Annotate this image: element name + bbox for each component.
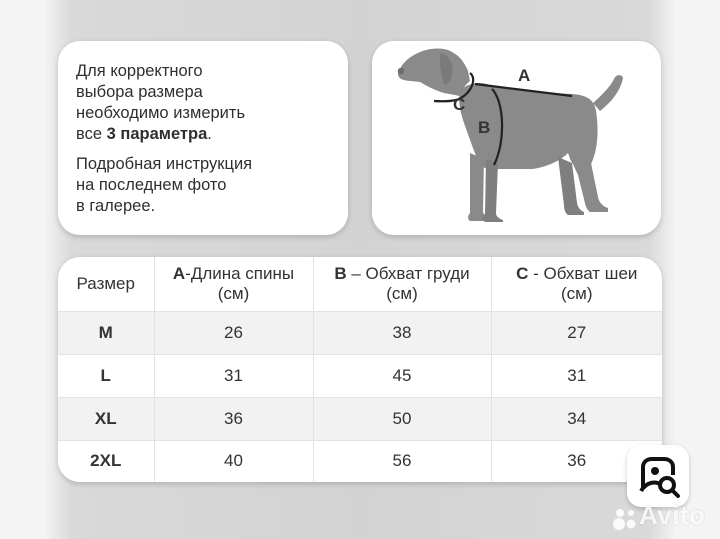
instruction-text [76,61,252,217]
table-row [58,354,662,397]
avito-watermark [612,500,717,532]
neck-girth-cell: 27 [491,312,662,355]
size-table [58,257,662,482]
table-header-row [58,257,662,312]
table-row [58,312,662,355]
size-cell: L [58,354,154,397]
header-text: – Обхват груди [346,264,470,283]
chest-girth-cell: 56 [313,440,491,482]
header-unit: (см) [217,284,250,303]
instruction-line: Подробная инструкция [76,155,253,173]
instruction-line: в галерее. [76,197,156,215]
instruction-line: . [207,125,212,143]
instruction-emphasis: 3 параметра [106,125,208,143]
header-unit: (см) [386,284,418,303]
dog-silhouette-icon [398,49,623,222]
chest-girth-cell: 38 [313,312,491,355]
dog-diagram-card [372,41,661,235]
label-b: B [478,118,491,137]
header-text: -Длина спины [185,264,295,283]
chest-girth-cell: 50 [313,397,491,440]
header-text: - Обхват шеи [528,264,638,283]
info-card [58,41,348,235]
header-letter: A [172,264,186,283]
neck-girth-cell: 31 [491,354,662,397]
instruction-line: необходимо измерить [76,104,246,122]
header-unit: (см) [560,284,593,303]
avito-search-badge[interactable] [627,445,689,507]
size-cell: XL [58,397,154,440]
avito-logo-icon [612,506,638,532]
label-c: C [453,95,466,114]
dog-silhouette-diagram [372,41,661,235]
chest-girth-cell: 45 [313,354,491,397]
avito-search-icon [627,445,689,507]
avito-wordmark-text: Avito [639,500,706,530]
size-cell: 2XL [58,440,154,482]
header-letter: C [516,264,529,283]
table-row [58,440,662,482]
back-length-cell: 26 [154,312,313,355]
size-cell: M [58,312,154,355]
back-length-cell: 40 [154,440,313,482]
neck-girth-cell: 36 [491,440,662,482]
header-neck-girth [491,257,662,312]
size-table-card [58,257,662,482]
instruction-line: на последнем фото [76,176,227,194]
neck-girth-cell: 34 [491,397,662,440]
header-letter: B [334,264,347,283]
table-row [58,397,662,440]
header-back-length [154,257,313,312]
back-length-cell: 31 [154,354,313,397]
instruction-line: Для корректного [76,62,203,80]
label-a: A [518,66,531,85]
instruction-line: все [76,125,107,143]
back-length-cell: 36 [154,397,313,440]
instruction-line: выбора размера [76,83,203,101]
header-chest-girth [313,257,491,312]
header-size: Размер [58,257,154,312]
